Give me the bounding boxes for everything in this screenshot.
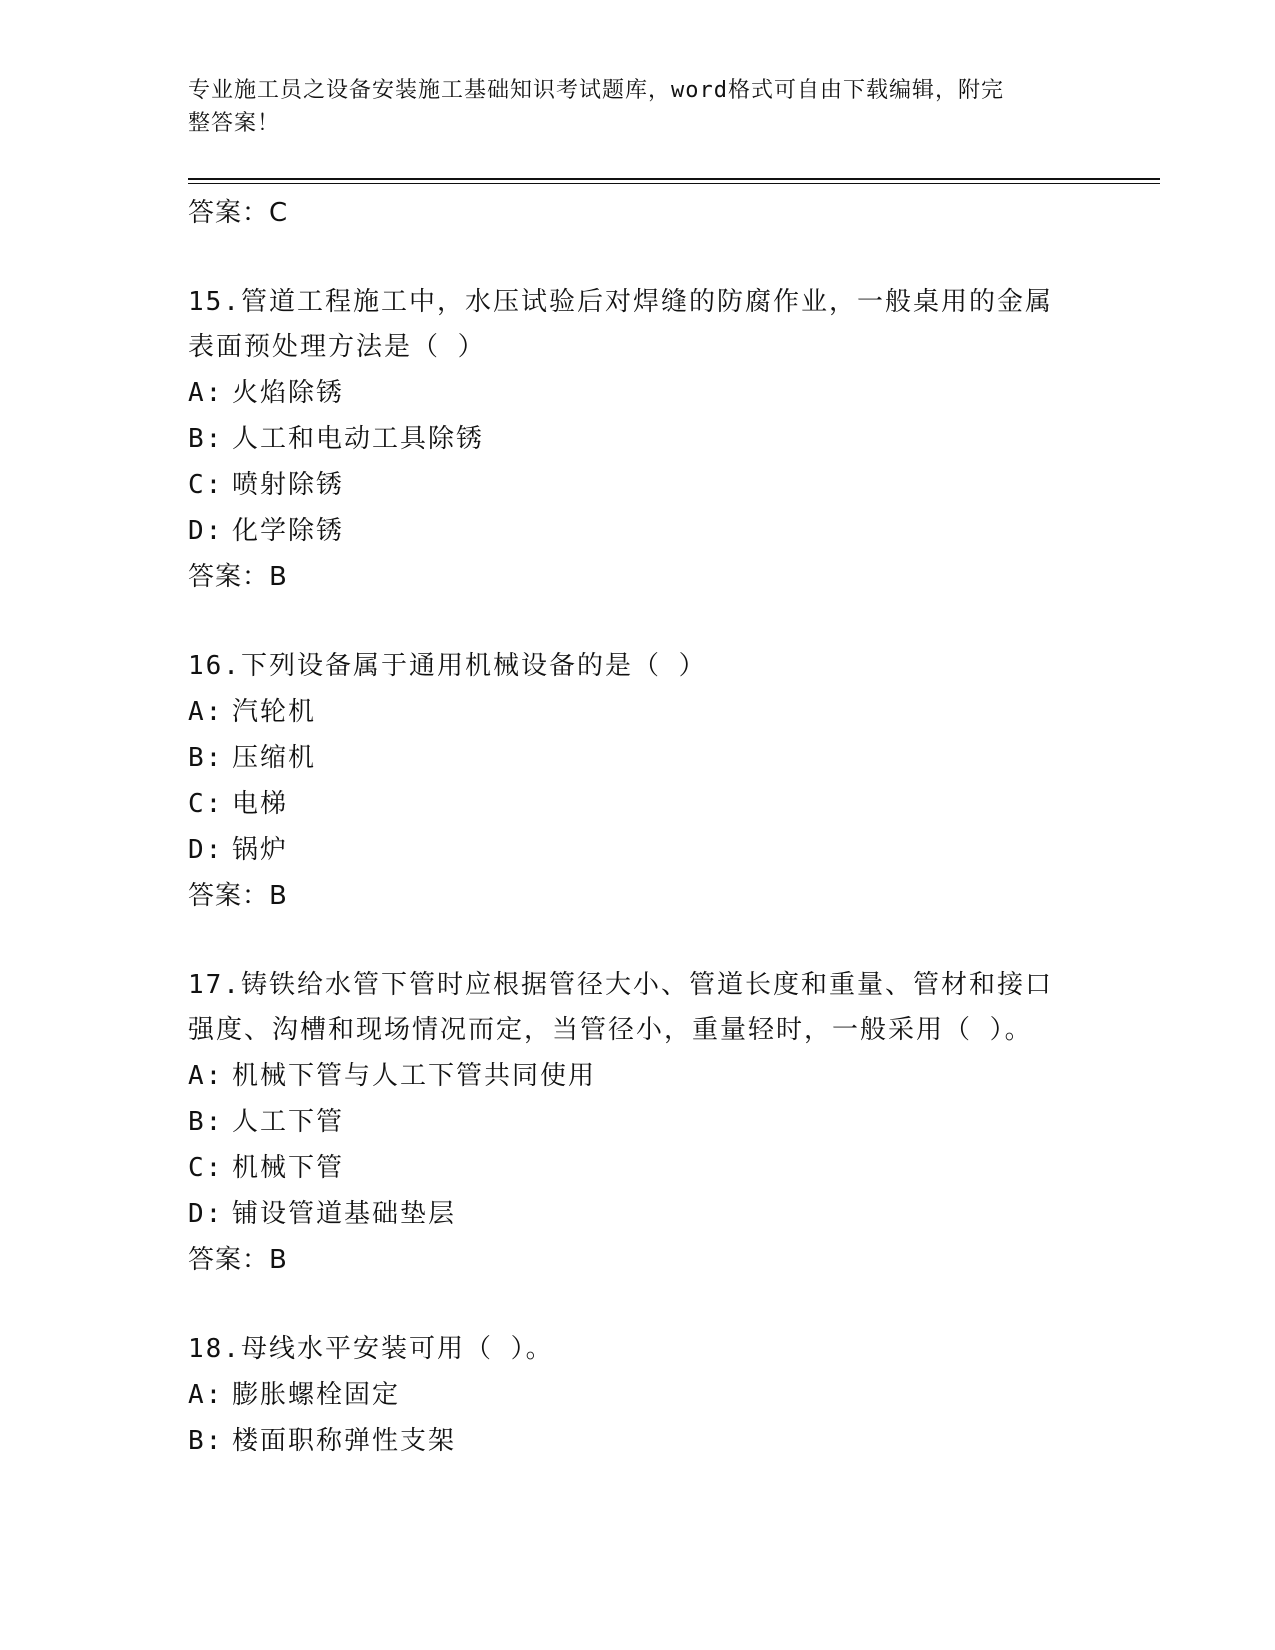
header-line-1: 专业施工员之设备安装施工基础知识考试题库，word格式可自由下载编辑，附完: [188, 78, 1004, 103]
option-b: [188, 1099, 1088, 1145]
option-text: 铺设管道基础垫层: [232, 1199, 457, 1229]
option-letter: D:: [188, 835, 224, 865]
question-stem-line: 强度、沟槽和现场情况而定，当管径小，重量轻时，一般采用（ ）。: [188, 1015, 1033, 1045]
option-c: [188, 462, 1088, 508]
option-text: 化学除锈: [232, 516, 345, 546]
option-letter: A:: [188, 378, 224, 408]
option-text: 人工和电动工具除锈: [232, 424, 485, 454]
question-stem-line: 16.下列设备属于通用机械设备的是（ ）: [188, 651, 707, 681]
option-a: [188, 1053, 1088, 1099]
option-letter: C:: [188, 470, 224, 500]
question-16: [188, 644, 1088, 919]
option-text: 电梯: [232, 789, 289, 819]
question-stem: [188, 280, 1088, 370]
question-17: [188, 963, 1088, 1283]
option-text: 膨胀螺栓固定: [232, 1380, 401, 1410]
option-text: 人工下管: [232, 1107, 345, 1137]
option-d: [188, 508, 1088, 554]
option-letter: A:: [188, 1061, 224, 1091]
option-text: 楼面职称弹性支架: [232, 1426, 457, 1456]
question-15: [188, 280, 1088, 600]
option-b: [188, 416, 1088, 462]
option-text: 汽轮机: [232, 697, 317, 727]
option-text: 锅炉: [232, 835, 289, 865]
option-c: [188, 1145, 1088, 1191]
answer-line: 答案：C: [188, 198, 289, 228]
question-18: [188, 1327, 1088, 1464]
document-header: [188, 74, 1078, 140]
question-stem: [188, 644, 1088, 689]
option-text: 喷射除锈: [232, 470, 345, 500]
option-b: [188, 735, 1088, 781]
option-text: 火焰除锈: [232, 378, 345, 408]
question-stem-line: 15.管道工程施工中，水压试验后对焊缝的防腐作业，一般桌用的金属: [188, 287, 1053, 317]
option-d: [188, 1191, 1088, 1237]
option-letter: B:: [188, 1107, 224, 1137]
option-b: [188, 1418, 1088, 1464]
option-letter: C:: [188, 789, 224, 819]
option-letter: D:: [188, 516, 224, 546]
option-a: [188, 689, 1088, 735]
question-stem-line: 17.铸铁给水管下管时应根据管径大小、管道长度和重量、管材和接口: [188, 970, 1053, 1000]
question-list: [188, 190, 1088, 1508]
option-a: [188, 370, 1088, 416]
option-letter: A:: [188, 697, 224, 727]
question-stem-line: 表面预处理方法是（ ）: [188, 332, 486, 362]
answer-line: 答案：B: [188, 1245, 288, 1275]
question-stem: [188, 963, 1088, 1053]
option-d: [188, 827, 1088, 873]
option-letter: A:: [188, 1380, 224, 1410]
answer-line: 答案：B: [188, 562, 288, 592]
option-letter: B:: [188, 424, 224, 454]
option-letter: C:: [188, 1153, 224, 1183]
option-c: [188, 781, 1088, 827]
option-letter: D:: [188, 1199, 224, 1229]
question-stem: [188, 1327, 1088, 1372]
option-text: 机械下管与人工下管共同使用: [232, 1061, 597, 1091]
header-divider-thick: [188, 178, 1160, 180]
question-stem-line: 18.母线水平安装可用（ ）。: [188, 1334, 554, 1364]
header-line-2: 整答案！: [188, 111, 281, 136]
option-letter: B:: [188, 1426, 224, 1456]
option-a: [188, 1372, 1088, 1418]
answer-line: 答案：B: [188, 881, 288, 911]
option-letter: B:: [188, 743, 224, 773]
option-text: 压缩机: [232, 743, 317, 773]
option-text: 机械下管: [232, 1153, 345, 1183]
header-divider-thin: [188, 183, 1160, 184]
